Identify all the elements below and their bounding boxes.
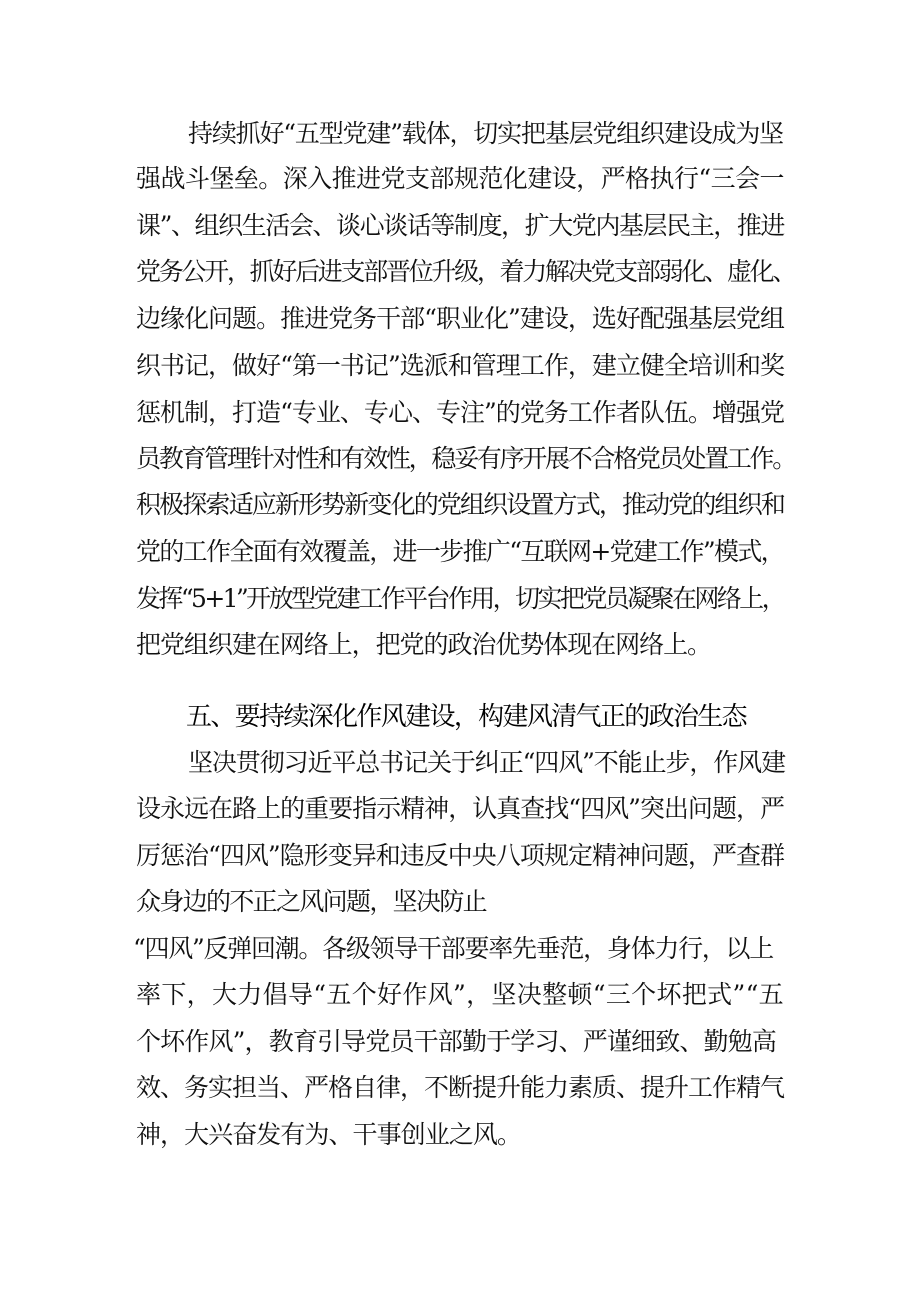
section-5-line-2: 设永远在路上的重要指示精神，认真查找“四风”突出问题，严 (136, 794, 784, 823)
paragraph-1-line-4: 党务公开，抓好后进支部晋位升级，着力解决党支部弱化、虚化、 (136, 257, 795, 286)
section-5-line-5: “四风”反弹回潮。各级领导干部要率先垂范，身体力行，以上 (133, 934, 773, 963)
section-5-line-7: 个坏作风”，教育引导党员干部勤于学习、严谨细致、勤勉高 (136, 1027, 776, 1056)
section-5-line-3: 厉惩治“四风”隐形变异和违反中央八项规定精神问题，严查群 (136, 841, 784, 870)
section-5-line-8: 效、务实担当、严格自律，不断提升能力素质、提升工作精气 (136, 1073, 784, 1102)
paragraph-1-line-8: 员教育管理针对性和有效性，稳妥有序开展不合格党员处置工作。 (136, 444, 795, 473)
paragraph-1-line-6: 织书记，做好“第一书记”选派和管理工作，建立健全培训和奖 (136, 351, 784, 380)
section-5-line-9: 神，大兴奋发有为、干事创业之风。 (136, 1120, 521, 1149)
section-5-line-4: 众身边的不正之风问题，坚决防止 (136, 887, 486, 916)
paragraph-1-line-2: 强战斗堡垒。深入推进党支部规范化建设，严格执行“三会一 (136, 164, 784, 193)
paragraph-1-line-3: 课”、组织生活会、谈心谈话等制度，扩大党内基层民主，推进 (136, 211, 784, 240)
paragraph-1-line-1: 持续抓好“五型党建”载体，切实把基层党组织建设成为坚 (188, 119, 783, 148)
paragraph-1-line-12: 把党组织建在网络上，把党的政治优势体现在网络上。 (136, 630, 711, 659)
section-5-line-1: 坚决贯彻习近平总书记关于纠正“四风”不能止步，作风建 (188, 748, 785, 777)
section-5-line-6: 率下，大力倡导“五个好作风”，坚决整顿“三个坏把式”“五 (136, 980, 784, 1009)
paragraph-1-line-5: 边缘化问题。推进党务干部“职业化”建设，选好配强基层党组 (136, 304, 784, 333)
paragraph-1-line-9: 积极探索适应新形势新变化的党组织设置方式，推动党的组织和 (136, 490, 784, 519)
paragraph-1-line-10: 党的工作全面有效覆盖，进一步推广“互联网+党建工作”模式， (136, 537, 784, 566)
section-5-heading: 五、要持续深化作风建设，构建风清气正的政治生态 (186, 702, 746, 732)
paragraph-1-line-7: 惩机制，打造“专业、专心、专注”的党务工作者队伍。增强党 (136, 398, 784, 427)
paragraph-1-line-11: 发挥“5+1”开放型党建工作平台作用，切实把党员凝聚在网络上， (136, 584, 784, 613)
